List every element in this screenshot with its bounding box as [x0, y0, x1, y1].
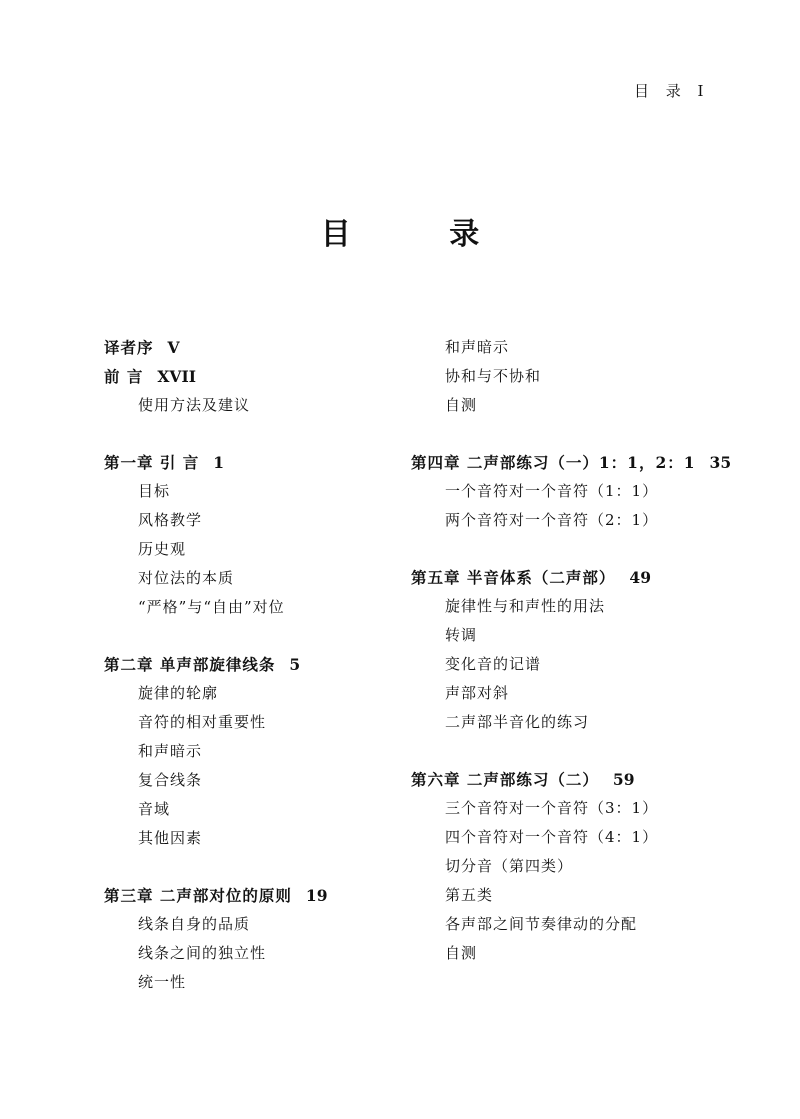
toc-section-entry[interactable] [104, 564, 434, 593]
toc-page-number: 59 [612, 770, 635, 789]
toc-entry-title: 四个音符对一个音符（4：1） [445, 828, 659, 846]
toc-page-number: 49 [629, 568, 651, 587]
toc-page-number: V [167, 338, 180, 357]
toc-entry-title: 旋律的轮廓 [138, 684, 219, 702]
toc-left-column [104, 333, 434, 997]
running-header: 目 录 I [634, 82, 710, 100]
toc-entry-title: 音域 [138, 800, 171, 818]
toc-entry-title: 第五章 半音体系（二声部） [411, 568, 616, 587]
toc-section-entry[interactable] [411, 592, 781, 621]
toc-chapter-entry[interactable] [104, 448, 434, 477]
toc-page-number: 1 [213, 453, 225, 472]
toc-section-entry[interactable] [104, 766, 434, 795]
toc-chapter-entry[interactable] [411, 563, 781, 592]
toc-chapter-entry[interactable] [411, 765, 781, 794]
toc-section-entry[interactable] [104, 968, 434, 997]
toc-entry-title: 使用方法及建议 [138, 396, 251, 414]
page-title: 目 录 [320, 217, 524, 252]
toc-entry-title: “严格”与“自由”对位 [138, 598, 285, 616]
toc-entry-title: 各声部之间节奏律动的分配 [445, 915, 638, 933]
toc-entry-title: 线条之间的独立性 [138, 944, 267, 962]
toc-entry-title: 第二章 单声部旋律线条 [104, 655, 276, 674]
toc-section-entry[interactable] [411, 391, 781, 420]
toc-section-entry[interactable] [104, 506, 434, 535]
toc-entry-title: 前 言 [104, 367, 144, 386]
toc-entry-title: 第一章 引 言 [104, 453, 200, 472]
toc-page-number: 5 [289, 655, 301, 674]
toc-entry-title: 二声部半音化的练习 [445, 713, 590, 731]
toc-section-entry[interactable] [411, 852, 781, 881]
toc-entry-title: 第五类 [445, 886, 494, 904]
toc-section-entry[interactable] [104, 737, 434, 766]
toc-section-entry[interactable] [104, 535, 434, 564]
toc-page-number: XVII [157, 367, 196, 386]
toc-entry-title: 声部对斜 [445, 684, 510, 702]
toc-entry-title: 三个音符对一个音符（3：1） [445, 799, 659, 817]
toc-entry-title: 旋律性与和声性的用法 [445, 597, 606, 615]
toc-section-entry[interactable] [411, 506, 781, 535]
toc-section-entry[interactable] [104, 477, 434, 506]
toc-section-entry[interactable] [104, 679, 434, 708]
toc-chapter-entry[interactable] [411, 448, 781, 477]
toc-entry-title: 切分音（第四类） [445, 857, 574, 875]
toc-entry-title: 第三章 二声部对位的原则 [104, 886, 292, 905]
toc-entry-title: 两个音符对一个音符（2：1） [445, 511, 659, 529]
toc-entry-title: 统一性 [138, 973, 187, 991]
toc-right-column [411, 333, 781, 968]
toc-entry-title: 第四章 二声部练习（一）1：1，2：1 [411, 453, 696, 472]
toc-section-entry[interactable] [104, 910, 434, 939]
toc-section-entry[interactable] [104, 593, 434, 622]
toc-page-number: 35 [709, 453, 732, 472]
toc-chapter-entry[interactable] [104, 333, 434, 362]
toc-entry-title: 自测 [445, 944, 478, 962]
toc-section-entry[interactable] [411, 794, 781, 823]
toc-entry-title: 协和与不协和 [445, 367, 542, 385]
toc-section-entry[interactable] [411, 650, 781, 679]
toc-entry-title: 复合线条 [138, 771, 203, 789]
toc-section-entry[interactable] [104, 824, 434, 853]
toc-section-entry[interactable] [411, 939, 781, 968]
toc-section-entry[interactable] [411, 679, 781, 708]
toc-entry-title: 其他因素 [138, 829, 203, 847]
toc-chapter-entry[interactable] [104, 362, 434, 391]
toc-entry-title: 目标 [138, 482, 171, 500]
toc-entry-title: 转调 [445, 626, 478, 644]
toc-entry-title: 自测 [445, 396, 478, 414]
toc-section-entry[interactable] [411, 910, 781, 939]
toc-entry-title: 风格教学 [138, 511, 203, 529]
toc-section-entry[interactable] [411, 823, 781, 852]
toc-entry-title: 历史观 [138, 540, 187, 558]
toc-section-entry[interactable] [104, 795, 434, 824]
toc-section-entry[interactable] [411, 881, 781, 910]
toc-section-entry[interactable] [411, 477, 781, 506]
toc-entry-title: 和声暗示 [445, 338, 510, 356]
toc-entry-title: 线条自身的品质 [138, 915, 251, 933]
toc-page-number: 19 [305, 886, 328, 905]
toc-chapter-entry[interactable] [104, 881, 434, 910]
toc-entry-title: 对位法的本质 [138, 569, 235, 587]
toc-section-entry[interactable] [411, 621, 781, 650]
toc-entry-title: 音符的相对重要性 [138, 713, 267, 731]
toc-chapter-entry[interactable] [104, 650, 434, 679]
toc-section-entry[interactable] [104, 939, 434, 968]
toc-section-entry[interactable] [411, 362, 781, 391]
toc-entry-title: 译者序 [104, 338, 154, 357]
toc-section-entry[interactable] [411, 708, 781, 737]
toc-entry-title: 变化音的记谱 [445, 655, 542, 673]
toc-section-entry[interactable] [104, 708, 434, 737]
toc-section-entry[interactable] [104, 391, 434, 420]
toc-entry-title: 和声暗示 [138, 742, 203, 760]
toc-entry-title: 第六章 二声部练习（二） [411, 770, 599, 789]
toc-section-entry[interactable] [411, 333, 781, 362]
toc-entry-title: 一个音符对一个音符（1：1） [445, 482, 659, 500]
